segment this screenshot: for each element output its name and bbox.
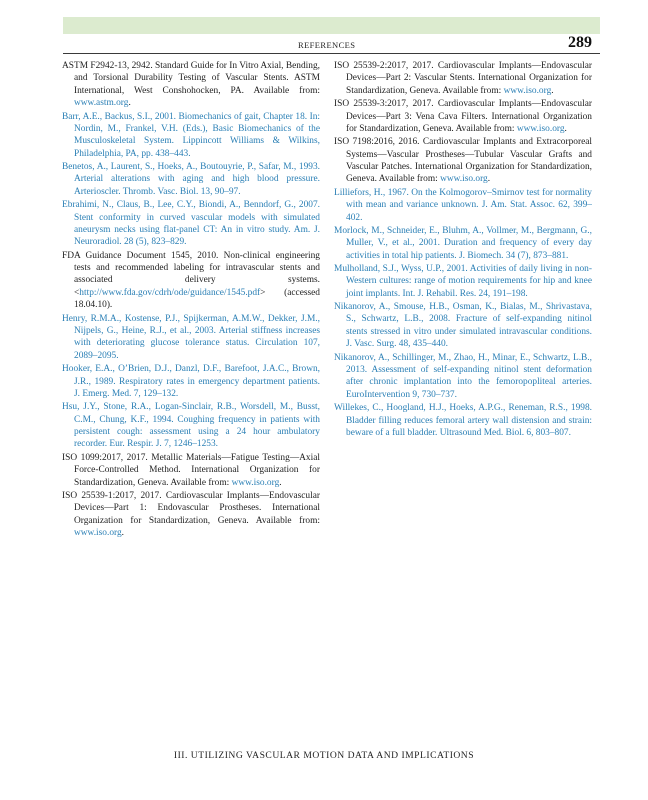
reference-entry[interactable] (62, 313, 320, 363)
reference-entry[interactable] (334, 263, 592, 300)
running-head: REFERENCES (298, 40, 356, 50)
reference-entry (334, 60, 592, 97)
reference-text: Willekes, C., Hoogland, H.J., Hoeks, A.P.G., Reneman, R.S., 1998. Bladder filling reduces femoral artery wall distension and strain: beware of a full bladder. Ultrasound Med. Biol. 6, 803–807. (334, 403, 592, 438)
references-left-column (62, 60, 320, 540)
reference-text: Ebrahimi, N., Claus, B., Lee, C.Y., Biondi, A., Benndorf, G., 2007. Stent conformity in curved vascular models with simulated aneurysm necks using flat-panel CT: An in vitro study. Am. J. Neuroradiol. 28 (5), 823–829. (62, 200, 320, 248)
reference-url-link[interactable]: http://www.fda.gov/cdrh/ode/guidance/1545.pdf (79, 287, 261, 298)
reference-entry[interactable] (62, 199, 320, 249)
reference-url-link[interactable]: www.iso.org (74, 528, 122, 539)
reference-entry (62, 250, 320, 312)
references-right-column (334, 60, 592, 440)
reference-url-link[interactable]: www.iso.org (503, 85, 552, 96)
reference-text: Benetos, A., Laurent, S., Hoeks, A., Boutouyrie, P., Safar, M., 1993. Arterial alterations with aging and high blood pressure. Arterioscler. Thromb. Vasc. Biol. 13, 90–97. (62, 162, 320, 197)
reference-url-link[interactable]: www.iso.org (231, 477, 280, 488)
reference-entry[interactable] (334, 402, 592, 439)
reference-text: Mulholland, S.J., Wyss, U.P., 2001. Activities of daily living in non-Western cultures: range of motion requirements for hip and knee joint implants. Int. J. Rehabil. Res. 24, 191–198. (334, 263, 592, 299)
header-rule (63, 53, 600, 54)
reference-text: Lilliefors, H., 1967. On the Kolmogorov–Smirnov test for normality with mean and variance unknown. J. Am. Stat. Assoc. 62, 399–402. (334, 187, 592, 223)
reference-url-link[interactable]: www.iso.org (440, 174, 488, 185)
reference-url-link[interactable]: www.iso.org (516, 123, 565, 134)
reference-entry[interactable] (62, 111, 320, 161)
reference-text: ISO 1099:2017, 2017. Metallic Materials—Fatigue Testing—Axial Force-Controlled Method. International Organization for Standardization, Geneva. Available from: (62, 452, 320, 488)
reference-entry (334, 98, 592, 135)
reference-text: ASTM F2942-13, 2942. Standard Guide for In Vitro Axial, Bending, and Torsional Durability Testing of Vascular Stents. ASTM International, West Conshohocken, PA. Available from: (62, 61, 320, 96)
reference-text: Hooker, E.A., O’Brien, D.J., Danzl, D.F., Barefoot, J.A.C., Brown, J.R., 1989. Respiratory rates in emergency department patients. J. Emerg. Med. 7, 129–132. (62, 364, 320, 399)
reference-url-link[interactable]: www.astm.org (74, 98, 129, 109)
reference-entry[interactable] (62, 401, 320, 451)
reference-tail: . (279, 477, 282, 488)
reference-text: ISO 25539-2:2017, 2017. Cardiovascular Implants—Endovascular Devices—Part 2: Vascular Stents. International Organization for Standardization, Geneva. Available from: (334, 61, 592, 96)
reference-entry (334, 136, 592, 186)
reference-text: Hsu, J.Y., Stone, R.A., Logan-Sinclair, R.B., Worsdell, M., Busst, C.M., Chung, K.F., 1994. Coughing frequency in patients with persistent cough: assessment using a 24 hour ambulatory recorder. Eur. Respir. J. 7, 1246–1253. (62, 402, 320, 450)
reference-entry[interactable] (334, 301, 592, 351)
reference-entry[interactable] (62, 363, 320, 400)
reference-text: Barr, A.E., Backus, S.I., 2001. Biomechanics of gait, Chapter 18. In: Nordin, M., Frankel, V.H. (Eds.), Basic Biomechanics of the Musculoskeletal System. Lippincott Williams & Wilkins, Philadelphia, PA, pp. 438–443. (62, 111, 320, 159)
reference-tail: . (121, 528, 125, 539)
reference-entry (62, 490, 320, 540)
reference-tail: . (551, 85, 554, 96)
reference-text: FDA Guidance Document 1545, 2010. Non-clinical engineering tests and recommended labeling for intravascular stents and associated delivery systems. < (62, 250, 320, 298)
reference-text: ISO 25539-3:2017, 2017. Cardiovascular Implants—Endovascular Devices—Part 3: Vena Cava Filters. International Organization for Standardization, Geneva. Available from: (334, 99, 592, 134)
reference-entry[interactable] (334, 187, 592, 224)
reference-entry[interactable] (334, 225, 592, 262)
reference-tail: . (564, 123, 567, 134)
reference-text: ISO 7198:2016, 2016. Cardiovascular Implants and Extracorporeal Systems—Vascular Prostheses—Tubular Vascular Grafts and Vascular Patches. International Organization for Standardization, Geneva. Available from: (334, 137, 592, 185)
reference-text: Nikanorov, A., Schillinger, M., Zhao, H., Minar, E., Schwartz, L.B., 2013. Assessment of self-expanding nitinol stent deformation after chronic implantation into the femoropopliteal arteries. EuroIntervention 9, 730–737. (334, 352, 592, 400)
reference-entry[interactable] (62, 161, 320, 198)
reference-text: ISO 25539-1:2017, 2017. Cardiovascular Implants—Endovascular Devices—Part 1: Endovascular Prostheses. International Organization for Standardization, Geneva. Available from: (62, 490, 320, 526)
section-footer: III. UTILIZING VASCULAR MOTION DATA AND IMPLICATIONS (173, 750, 475, 761)
reference-entry (62, 60, 320, 110)
reference-text: Morlock, M., Schneider, E., Bluhm, A., Vollmer, M., Bergmann, G., Muller, V., et al., 2001. Duration and frequency of every day activities in total hip patients. J. Biomech. 34 (7), 873–881. (334, 225, 592, 261)
page-number: 289 (568, 34, 592, 51)
reference-tail: . (487, 174, 491, 185)
reference-text: Nikanorov, A., Smouse, H.B., Osman, K., Bialas, M., Shrivastava, S., Schwartz, L.B., 2008. Fracture of self-expanding nitinol stents stressed in vitro under simulated intravascular conditions. J. Vasc. Surg. 48, 435–440. (334, 302, 592, 350)
reference-tail: . (128, 98, 131, 109)
top-color-band (63, 17, 600, 34)
reference-tail: > (accessed 18.04.10). (74, 287, 320, 311)
reference-text: Henry, R.M.A., Kostense, P.J., Spijkerman, A.M.W., Dekker, J.M., Nijpels, G., Heine, R.J., et al., 2003. Arterial stiffness increases with deteriorating glucose tolerance status. Circulation 107, 2089–2095. (62, 313, 320, 361)
reference-entry[interactable] (334, 352, 592, 402)
reference-entry (62, 452, 320, 489)
